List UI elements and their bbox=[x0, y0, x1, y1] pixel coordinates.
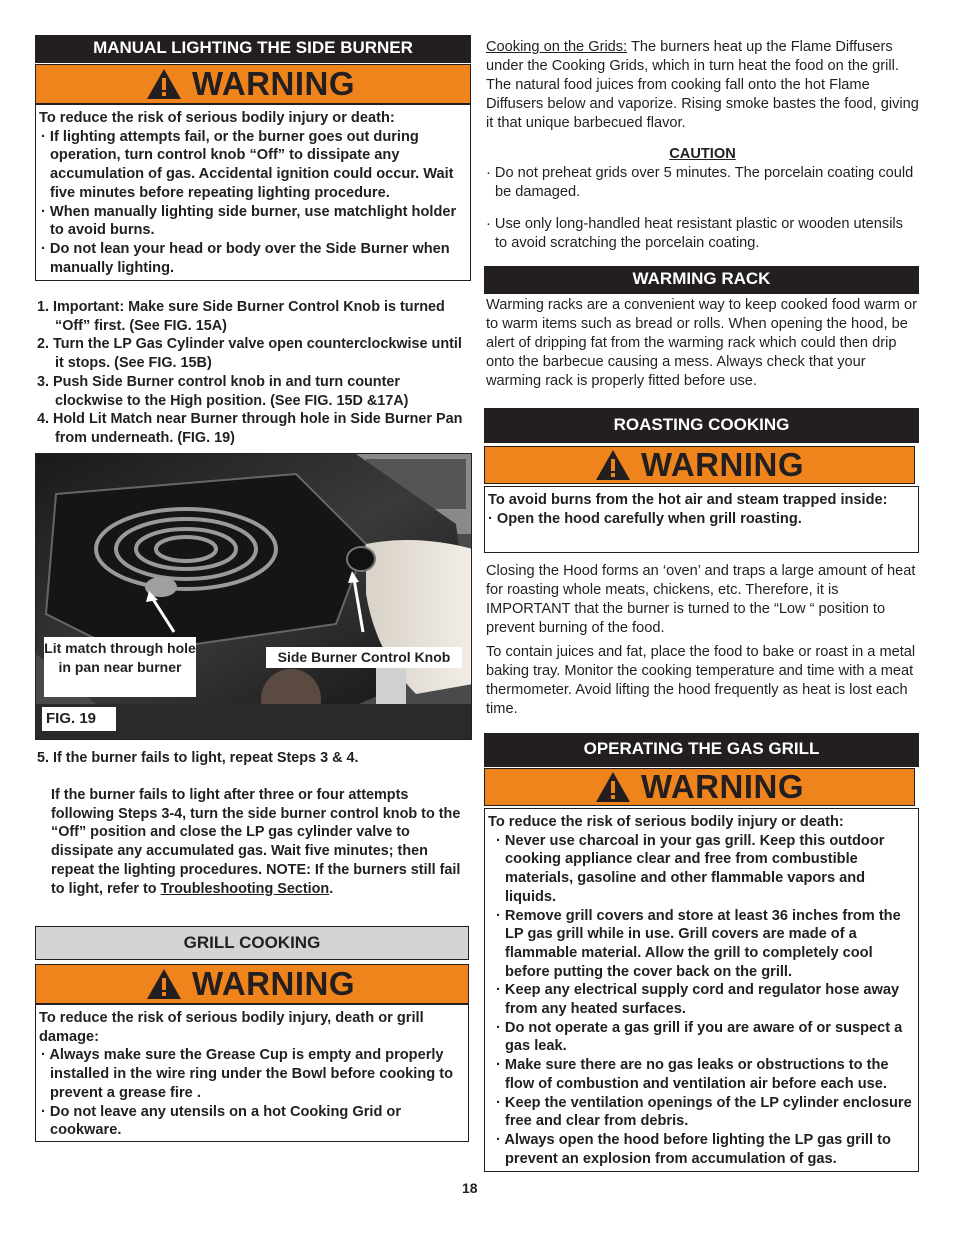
caution-title: CAUTION bbox=[669, 146, 736, 162]
roasting-paragraph-1: Closing the Hood forms an ‘oven’ and traps a large amount of heat for roasting whole meats, chickens, etc. Therefore, it is IMPORTANT that the burner is turned to the “Low “ position to prevent burning of the food. bbox=[486, 563, 916, 636]
control-knob-label: Side Burner Control Knob bbox=[266, 647, 462, 668]
fail-paragraph bbox=[51, 786, 469, 898]
fig-19-photo bbox=[35, 453, 472, 740]
warning-banner-roasting bbox=[484, 446, 915, 484]
warning-banner-operating bbox=[484, 768, 915, 806]
grids-lead: Cooking on the Grids: bbox=[486, 39, 628, 55]
roasting-warning-box bbox=[484, 486, 919, 553]
warning-intro: To reduce the risk of serious bodily injury or death: bbox=[39, 110, 395, 126]
fail-text: If the burner fails to light after three or four attempts following Steps 3-4, turn the side burner control knob to the “Off” position and close the LP gas cylinder valve to dissipate any accumulated gas. Wait five minutes; then repeat the lighting procedures. NOTE: If the burners still fail to light, refer to bbox=[51, 787, 461, 897]
warning-bullet: · Always make sure the Grease Cup is empty and properly installed in the wire ring under the Bowl before cooking to prevent a grease fire . bbox=[41, 1047, 453, 1101]
warning-word: WARNING bbox=[641, 446, 804, 483]
warming-rack-heading: WARMING RACK bbox=[484, 266, 919, 294]
caution-bullet: · Use only long-handled heat resistant plastic or wooden utensils to avoid scratching the porcelain coating. bbox=[486, 215, 903, 251]
warning-intro: To reduce the risk of serious bodily injury or death: bbox=[488, 814, 844, 830]
operating-heading: OPERATING THE GAS GRILL bbox=[484, 733, 919, 767]
step-5 bbox=[37, 749, 470, 768]
warning-bullet: · When manually lighting side burner, use matchlight holder to avoid burns. bbox=[41, 203, 457, 239]
warning-bullet: · Always open the hood before lighting the LP gas grill to prevent an explosion from accumulation of gas. bbox=[496, 1131, 891, 1167]
side-burner-heading: MANUAL LIGHTING THE SIDE BURNER bbox=[35, 35, 471, 63]
warning-banner-grill bbox=[35, 964, 469, 1004]
warning-triangle-icon bbox=[595, 771, 631, 803]
warning-triangle-icon bbox=[146, 68, 182, 100]
warning-word: WARNING bbox=[192, 965, 355, 1002]
cooking-grids-paragraph bbox=[486, 38, 919, 133]
warming-rack-text: Warming racks are a convenient way to keep cooked food warm or to warm items such as bread or rolls. When opening the hood, be alert of dripping fat from the warming rack which could then drip onto the barbecue causing a mess. Always check that your warming rack is properly fitted before use. bbox=[486, 297, 917, 389]
warning-bullet: · Do not leave any utensils on a hot Cooking Grid or cookware. bbox=[41, 1103, 402, 1139]
operating-warning-box bbox=[484, 808, 919, 1172]
figure-caption: FIG. 19 bbox=[42, 707, 116, 731]
warning-intro: To reduce the risk of serious bodily injury, death or grill damage: bbox=[39, 1010, 424, 1045]
warning-bullet: · If lighting attempts fail, or the burner goes out during operation, turn control knob “Off” to dissipate any accumulation of gas. Accidental ignition could occur. Wait five minutes before repeating lighting procedure. bbox=[41, 128, 454, 201]
warning-bullet: · Open the hood carefully when grill roasting. bbox=[488, 510, 802, 527]
warning-bullet: · Make sure there are no gas leaks or obstructions to the flow of combustion and ventilation air before each use. bbox=[496, 1057, 889, 1092]
warning-word: WARNING bbox=[192, 65, 355, 102]
side-burner-warning-box bbox=[35, 104, 471, 281]
warning-bullet: · Never use charcoal in your gas grill. Keep this outdoor cooking appliance clear and free from combustible materials, gasoline and other flammable vapors and liquids. bbox=[496, 832, 885, 905]
fail-end: . bbox=[329, 880, 334, 897]
step-item: 5. If the burner fails to light, repeat Steps 3 & 4. bbox=[37, 750, 359, 766]
step-item: 4. Hold Lit Match near Burner through hole in Side Burner Pan from underneath. (FIG. 19) bbox=[37, 411, 463, 446]
grill-warning-box bbox=[35, 1004, 469, 1142]
troubleshooting-link[interactable]: Troubleshooting Section bbox=[160, 880, 330, 897]
side-burner-illustration bbox=[36, 454, 472, 740]
warning-triangle-icon bbox=[595, 449, 631, 481]
grids-text: The burners heat up the Flame Diffusers under the Cooking Grids, which in turn heat the food on the grill. The natural food juices from cooking fall onto the hot Flame Diffusers below and vaporize. Rising smoke bastes the food, giving it that unique barbecued flavor. bbox=[486, 39, 919, 131]
step-item: 1. Important: Make sure Side Burner Control Knob is turned “Off” first. (See FIG. 15A) bbox=[37, 299, 445, 334]
lighting-steps bbox=[37, 298, 470, 448]
page-number: 18 bbox=[462, 1180, 478, 1196]
warning-bullet: · Keep any electrical supply cord and regulator hose away from any heated surfaces. bbox=[496, 982, 900, 1018]
step-item: 3. Push Side Burner control knob in and turn counter clockwise to the High position. (See FIG. 15D &17A) bbox=[37, 373, 409, 409]
roasting-paragraph-2: To contain juices and fat, place the food to bake or roast in a metal baking tray. Monitor the cooking temperature and time with a meat thermometer. Avoid lifting the hood frequently as heat is lost each time. bbox=[486, 644, 916, 717]
grill-cooking-heading: GRILL COOKING bbox=[35, 926, 469, 960]
step-item: 2. Turn the LP Gas Cylinder valve open counterclockwise until it stops. (See FIG. 15B) bbox=[37, 336, 462, 372]
warning-word: WARNING bbox=[641, 768, 804, 805]
warning-intro: To avoid burns from the hot air and steam trapped inside: bbox=[488, 492, 888, 508]
warning-banner-side-burner bbox=[35, 64, 471, 104]
warning-bullet: · Do not operate a gas grill if you are aware of or suspect a gas leak. bbox=[496, 1019, 903, 1055]
warning-bullet: · Keep the ventilation openings of the LP cylinder enclosure free and clear from debris. bbox=[496, 1094, 912, 1130]
roasting-heading: ROASTING COOKING bbox=[484, 408, 919, 443]
caution-list bbox=[486, 164, 919, 253]
warning-bullet: · Do not lean your head or body over the Side Burner when manually lighting. bbox=[41, 240, 450, 276]
caution-bullet: · Do not preheat grids over 5 minutes. The porcelain coating could be damaged. bbox=[486, 165, 914, 200]
warning-triangle-icon bbox=[146, 968, 182, 1000]
warning-bullet: · Remove grill covers and store at least 36 inches from the LP gas grill while in use. Grill covers are made of a flammable material. Allow the grill to completely cool before putting the cover back on the grill. bbox=[496, 907, 901, 980]
lit-match-label: Lit match through hole in pan near burner bbox=[44, 637, 196, 697]
